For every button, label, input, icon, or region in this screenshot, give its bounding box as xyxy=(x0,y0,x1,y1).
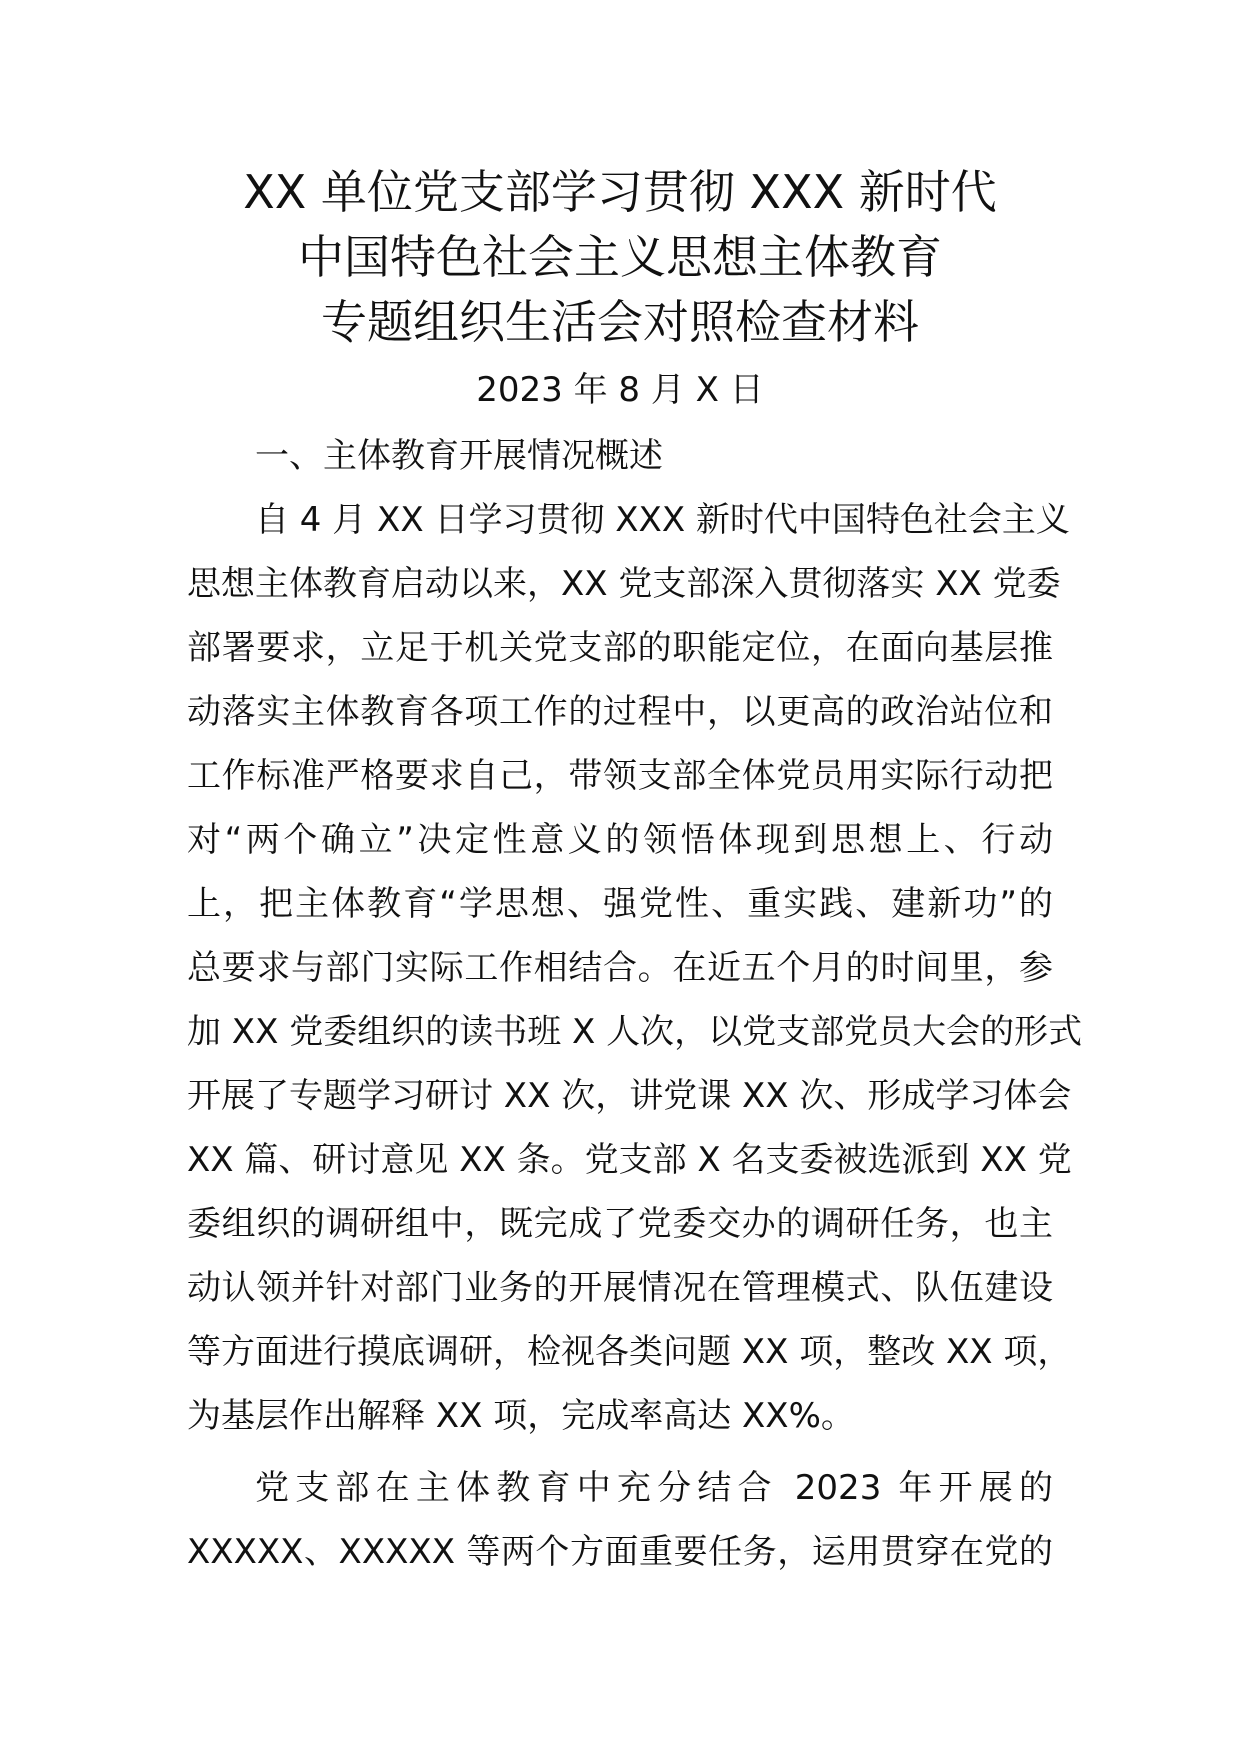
paragraph-line: 工作标准严格要求自己，带领支部全体党员用实际行动把 xyxy=(187,756,1053,796)
section-heading: 一、主体教育开展情况概述 xyxy=(255,436,663,476)
paragraph-spacer xyxy=(187,1448,1053,1456)
paragraph-line: 加 XX 党委组织的读书班 X 人次，以党支部党员大会的形式 xyxy=(187,1012,1083,1052)
paragraph-line: 开展了专题学习研讨 XX 次，讲党课 XX 次、形成学习体会 xyxy=(187,1076,1072,1116)
title-line-3: 专题组织生活会对照检查材料 xyxy=(321,295,919,349)
document-date: 2023 年 8 月 X 日 xyxy=(476,370,764,410)
title-line-2: 中国特色社会主义思想主体教育 xyxy=(298,230,942,284)
paragraph-line: XXXXX、XXXXX 等两个方面重要任务，运用贯穿在党的 xyxy=(187,1532,1053,1572)
paragraph-line: 思想主体教育启动以来，XX 党支部深入贯彻落实 XX 党委 xyxy=(187,564,1061,604)
paragraph-line: 上，把主体教育“学思想、强党性、重实践、建新功”的 xyxy=(187,884,1053,924)
paragraph-line: 部署要求，立足于机关党支部的职能定位，在面向基层推 xyxy=(187,628,1053,668)
paragraph-line: 等方面进行摸底调研，检视各类问题 XX 项，整改 XX 项， xyxy=(187,1332,1072,1372)
paragraph-line: XX 篇、研讨意见 XX 条。党支部 X 名支委被选派到 XX 党 xyxy=(187,1140,1072,1180)
paragraph-2 xyxy=(187,1456,1053,1584)
paragraph-1 xyxy=(187,488,1083,1448)
document-title xyxy=(0,160,1240,355)
paragraph-line: 总要求与部门实际工作相结合。在近五个月的时间里，参 xyxy=(187,948,1053,988)
paragraph-line: 自 4 月 XX 日学习贯彻 XXX 新时代中国特色社会主义 xyxy=(255,500,1070,540)
paragraph-line: 动认领并针对部门业务的开展情况在管理模式、队伍建设 xyxy=(187,1268,1053,1308)
paragraph-line: 动落实主体教育各项工作的过程中，以更高的政治站位和 xyxy=(187,692,1053,732)
paragraph-line: 党支部在主体教育中充分结合 2023 年开展的 xyxy=(255,1468,1053,1508)
paragraph-line: 对“两个确立”决定性意义的领悟体现到思想上、行动 xyxy=(187,820,1053,860)
title-line-1: XX 单位党支部学习贯彻 XXX 新时代 xyxy=(243,165,997,219)
paragraph-line: 为基层作出解释 XX 项，完成率高达 XX%。 xyxy=(187,1396,855,1436)
paragraph-line: 委组织的调研组中，既完成了党委交办的调研任务，也主 xyxy=(187,1204,1053,1244)
document-body xyxy=(187,424,1083,1584)
